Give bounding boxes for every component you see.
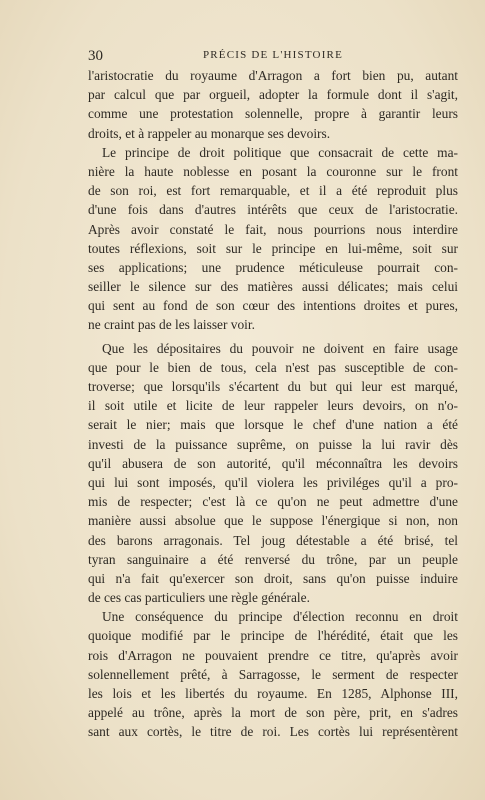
text-line: ne craint pas de les laisser voir.: [88, 317, 255, 333]
text-line: qui sent au fond de son cœur des intentions droites et pures,: [88, 298, 458, 314]
text-line: serait le nier; mais que lorsque le chef d'une nation a été: [88, 417, 458, 433]
text-line: de ces cas particuliers une règle générale.: [88, 590, 310, 606]
page-header: [88, 48, 458, 66]
text-line: seiller le silence sur des matières aussi délicates; mais celui: [88, 279, 458, 295]
running-title: PRÉCIS DE L'HISTOIRE: [202, 49, 344, 61]
text-line: solennellement prêté, à Sarragosse, le serment de respecter: [88, 666, 458, 682]
text-line: appelé au trône, après la mort de son père, prit, en s'adres: [88, 705, 458, 721]
text-line: sant aux cortès, le titre de roi. Les cortès lui représentèrent: [88, 724, 458, 740]
text-line: il soit utile et licite de leur rappeler leurs devoirs, on n'o-: [88, 398, 458, 414]
text-line: qui lui sont imposés, qu'il violera les priviléges qu'il a pro-: [88, 474, 458, 490]
text-line: investi de la puissance suprême, on puisse la lui ravir dès: [88, 436, 458, 452]
text-line: comme une protestation solennelle, propre à garantir leurs: [88, 106, 458, 122]
text-line: droits, et à rappeler au monarque ses devoirs.: [88, 125, 331, 141]
text-line: l'aristocratie du royaume d'Arragon a fort bien pu, autant: [88, 68, 458, 83]
body-text: [88, 66, 458, 742]
text-line: que pour le bien de tous, cela n'est pas susceptible de con-: [88, 359, 458, 375]
text-line: de son roi, est fort remarquable, et il a été reproduit plus: [88, 183, 458, 199]
text-line: qui n'a fait qu'exercer son droit, sans qu'on puisse induire: [88, 570, 458, 586]
text-line: nière la haute noblesse en posant la couronne sur le front: [88, 163, 458, 179]
text-line: rois d'Arragon ne pouvaient prendre ce titre, qu'après avoir: [88, 647, 458, 663]
text-line: mis de respecter; c'est là ce qu'on ne peut admettre d'une: [88, 494, 458, 510]
page-number: 30: [88, 48, 103, 64]
text-line: tyran sanguinaire a été renversé du trône, par un peuple: [88, 551, 458, 567]
text-line: Après avoir constaté le fait, nous pourrions nous interdire: [88, 221, 458, 237]
text-line: troverse; que lorsqu'ils s'écartent du but qui leur est marqué,: [88, 379, 458, 394]
text-line: ses applications; une prudence méticuleuse pourrait con-: [88, 259, 458, 275]
text-line: par calcul que par orgueil, adopter la formule dont il s'agit,: [88, 87, 458, 103]
text-line: Le principe de droit politique que consacrait de cette ma-: [102, 144, 458, 160]
text-line: Que les dépositaires du pouvoir ne doivent en faire usage: [102, 340, 458, 356]
text-line: toutes réflexions, soit sur le principe en lui-même, soit sur: [88, 240, 458, 256]
text-line: d'une fois dans d'autres intérêts que ceux de l'aristocratie.: [88, 202, 458, 218]
text-line: quoique modifié par le principe de l'hérédité, était que les: [88, 628, 458, 644]
text-line: manière aussi absolue que le suppose l'énergique si non, non: [88, 513, 458, 529]
text-line: des barons arragonais. Tel joug détestable a été brisé, tel: [88, 532, 458, 548]
text-line: Une conséquence du principe d'élection reconnu en droit: [102, 609, 458, 625]
text-line: les lois et les libertés du royaume. En 1285, Alphonse III,: [88, 686, 458, 701]
text-line: qu'il abusera de son autorité, qu'il méconnaîtra les devoirs: [88, 455, 458, 471]
